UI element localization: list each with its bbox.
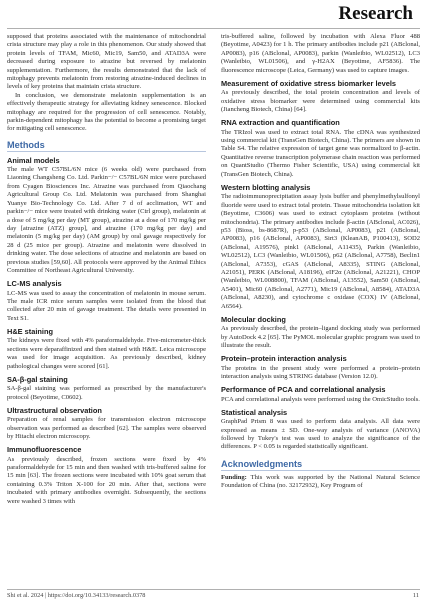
section-heading-oxidative-stress: Measurement of oxidative stress biomarker levels [221, 79, 396, 89]
section-text-ultrastructural: Preparation of renal samples for transmission electron microscope observation was performed as described [62]. The samples were observed by Hitachi electron microscopy. [7, 416, 206, 441]
section-heading-molecular-docking: Molecular docking [221, 314, 286, 324]
section-text-statistics: GraphPad Prism 8 was used to perform data analysis. All data were expressed as means ± SD. One-way analysis of variance (ANOVA) followed by Tukey's test was used to analyze the significance of the differences. P < 0.05 is regarded statistically significant. [221, 418, 420, 451]
section-heading-ppi: Protein–protein interaction analysis [221, 354, 347, 364]
section-heading-pca: Performance of PCA and correlational analysis [221, 385, 386, 395]
section-heading-he-staining: H&E staining [7, 327, 53, 337]
section-text-ppi: The proteins in the present study were performed a protein–protein interaction analysis using STRING database (Version 12.0). [221, 364, 420, 381]
continued-paragraph: tris-buffered saline, followed by incubation with Alexa Fluor 488 (Beyotime, A0423) for 1 h. The primary antibodies include p21 (ABclonal, AP0083), p16 (ABclonal, AP0083), parkin (Wanleibio, WL02512), LC3 (Wanleibio, WL01506), and γ-H2AX (Beyotime, AF5836). The fluorescence microscope (Leica, Germany) was used to capture images. [221, 33, 420, 74]
section-text-animal-models: The male WT C57BL/6N mice (6 weeks old) were purchased from Liaoning Changsheng Co. Ltd. Parkin−/− C57BL/6N mice were purchased from Cyagen Biosciences Inc. Atrazine was purchased from Qiaochang Agricultural Group Co. Ltd. Melatonin was purchased from Shanghai Yuanye Bio-Technology Co. Ltd. After 7 d of acclimation, WT and parkin−/− mice were treated with drinking water (Ctrl group), melatonin at a dose of 5 mg/kg per day (MT group), atrazine at a dose of 170 mg/kg per day [atrazine (ATZ) group], and atrazine (170 mg/kg per day) and melatonin (5 mg/kg per day) (AM group) by oral gavage respectively for 28 d (25 mice per group). Atrazine and melatonin were dissolved in drinking water. The dose selections of atrazine and melatonin are based on previous studies [59,60]. All protocols were approved by the Animal Ethics Committee of Northeast Agricultural University. [7, 166, 206, 274]
journal-name: Research [338, 3, 413, 24]
section-text-western-blotting: The radioimmunoprecipitation assay lysis buffer and phenylmethylsulfonyl fluoride were used to extract total protein. Tissue mitochondria isolation kit (Beyotime, C3606) was used to extract cytoplasm proteins (without mitochondria). The primary antibodies include β-actin (ABclonal, AC026), p53 (Bioss, bs-8687R), p-p53 (ABclonal, AP0083), p21 (ABclonal, AP0083), p16 (ABclonal, AP0083), Sirt3 (KleanAB, P100413), SOD2 (ABclonal, A19576), pink1 (ABclonal, A11435), Parkin (Wanleibio, WL02512), LC3 (Wanleibio, WL01506), p62 (ABclonal, A7758), Beclin1 (ABclonal, A7353), cGAS (ABclonal, A8335), STING (ABclonal, A21051), PERK (ABclonal, A18196), eIF2α (ABclonal, A21221), CHOP (Wanleibio, WL008800), TFAM (ABclonal, A13552), Sam50 (ABclonal, A5401), Mic60 (ABclonal, A2771), Mic19 (ABclonal, A8584), ATAD3A (ABclonal, A8230), and cytochrome c oxidase (COX) IV (ABclonal, A6564). [221, 193, 420, 310]
left-column [7, 33, 206, 506]
footer-citation: Shi et al. 2024 | https://doi.org/10.34133/research.0378 [7, 592, 146, 599]
page-number: 11 [412, 592, 419, 599]
intro-paragraph: supposed that proteins associated with the maintenance of mitochondrial crista structure may play a role in this phenomenon. Our study showed that protein levels of TFAM, Mic60, Mic19, Sam50, and ATAD3A were decreased during exposure to atrazine but reversed by melatonin supplementation. Furthermore, the results demonstrated that the lack of mitophagy prevents melatonin from restoring atrazine-induced declines in levels of key proteins that maintain crista structure. [7, 33, 206, 91]
right-column [221, 33, 420, 491]
section-heading-western-blotting: Western blotting analysis [221, 183, 311, 193]
section-text-rna-extraction: The TRIzol was used to extract total RNA. The cDNA was synthesized using commercial kit (TransGen Biotech, China). The primers are shown in Table S4. The relative expression of target gene was normalized to β-actin. Quantitative reverse transcription polymerase chain reaction was performed on QuantStudio (Thermo Fisher Scientific, USA) using commercial kit (TransGen Biotech, China). [221, 128, 420, 178]
funding-label: Funding: [221, 473, 247, 481]
section-text-pca: PCA and correlational analysis were performed using the OmicStudio tools. [221, 395, 420, 403]
acknowledgments-rule [221, 470, 420, 471]
section-heading-statistics: Statistical analysis [221, 408, 288, 418]
funding-paragraph [221, 474, 420, 491]
header-rule [7, 28, 420, 29]
section-heading-lc-ms: LC-MS analysis [7, 279, 62, 289]
section-text-molecular-docking: As previously described, the protein–ligand docking study was performed by AutoDock 4.2 [65]. The PyMOL molecular graphic program was used to illustrate the result. [221, 325, 420, 349]
methods-rule [7, 151, 206, 152]
section-heading-animal-models: Animal models [7, 155, 60, 165]
section-heading-immunofluorescence: Immunofluorescence [7, 445, 82, 455]
conclusion-paragraph: In conclusion, we demonstrate melatonin supplementation is an effectively therapeutic strategy for alleviating kidney senescence. Blocked mitophagy are required for the progression of cell senescence. Notably, parkin-dependent mitophagy has the potential to become a promising target for mitigating cell senescence. [7, 91, 206, 133]
section-text-sa-beta-gal: SA-β-gal staining was performed as prescribed by the manufacturer's protocol (Beyotime, C0602). [7, 385, 206, 401]
section-heading-rna-extraction: RNA extraction and quantification [221, 118, 340, 128]
acknowledgments-heading: Acknowledgments [221, 458, 303, 469]
section-heading-sa-beta-gal: SA-β-gal staining [7, 375, 68, 385]
section-heading-ultrastructural: Ultrastructural observation [7, 406, 102, 416]
section-text-oxidative-stress: As previously described, the total protein concentration and levels of oxidative stress biomarker were determined using commercial kits (Jiancheng Biotech, China) [64]. [221, 89, 420, 114]
funding-text: This work was supported by the National Natural Science Foundation of China (no. 32172932), Key Program of [221, 473, 420, 490]
section-text-he-staining: The kidneys were fixed with 4% paraformaldehyde. Five-micrometer-thick sections were deparaffinized and then stained with H&E. Leica microscope was used for image acquisition. As previously described, kidney pathological changes were scored [61]. [7, 337, 206, 370]
methods-heading: Methods [7, 139, 45, 150]
section-text-lc-ms: LC-MS was used to assay the concentration of melatonin in mouse serum. The male ICR mice serum samples were isolated from the blood that collected after 20 min of gavage treatment. The details were presented in Text S1. [7, 289, 206, 322]
section-text-immunofluorescence: As previously described, frozen sections were fixed by 4% paraformaldehyde for 15 min and then washed with tris-buffered saline for 15 min [63]. The frozen sections were incubated with 10% goat serum that containing 0.3% Triton X-100 for 20 min. After that, sections were incubated with primary antibodies overnight. Subsequently, the sections were washed 3 times with [7, 455, 206, 505]
footer-rule [7, 589, 420, 590]
